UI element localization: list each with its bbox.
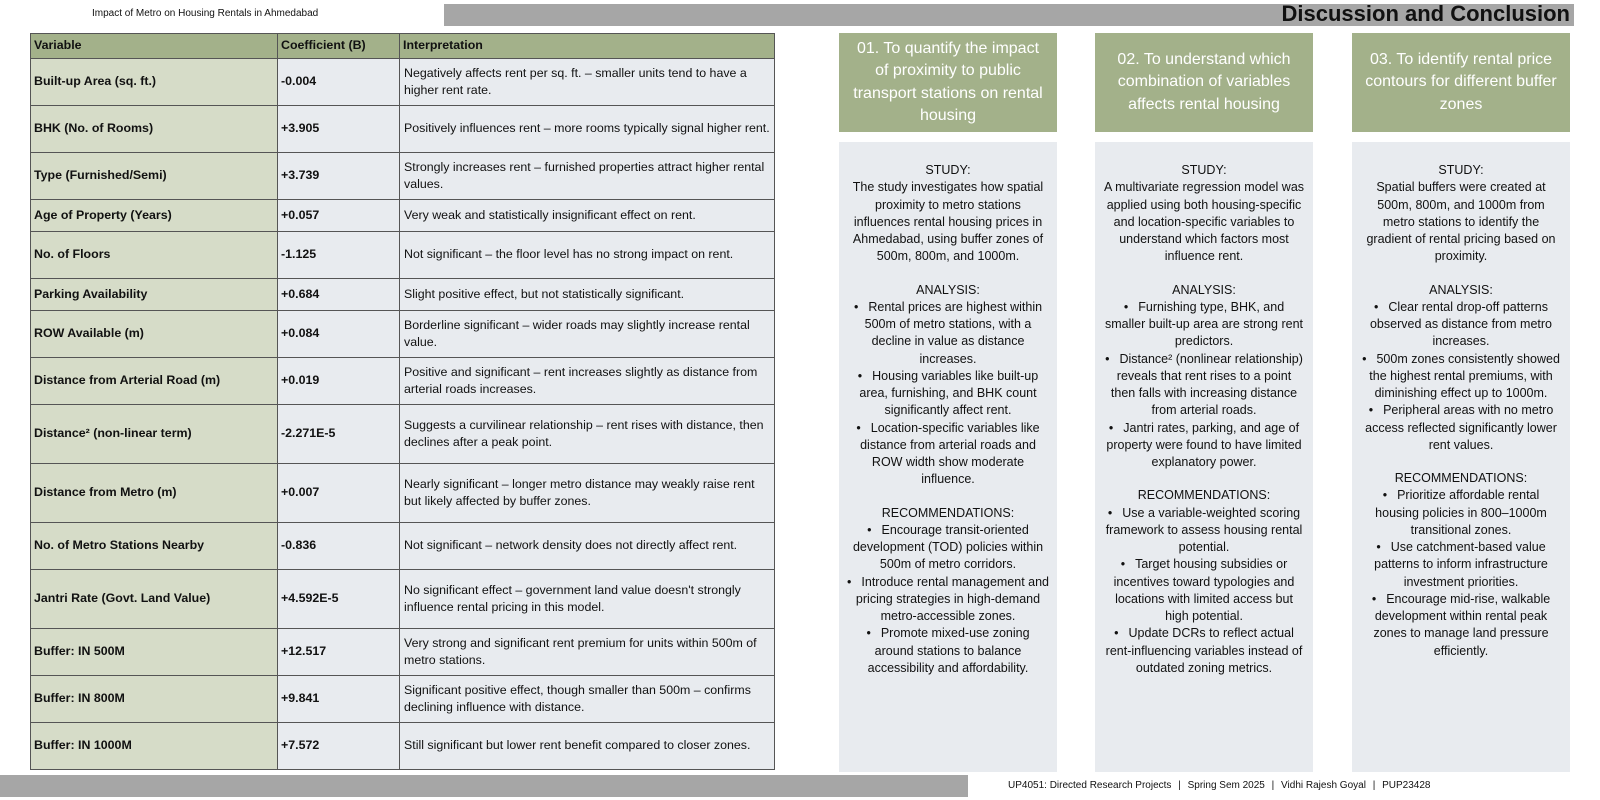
interpretation-cell: Suggests a curvilinear relationship – rent rises with distance, then declines after a peak point.	[400, 405, 775, 464]
study-section	[1360, 162, 1562, 266]
variable-cell: Buffer: IN 800M	[31, 676, 278, 723]
poster-subtitle: Impact of Metro on Housing Rentals in Ahmedabad	[92, 8, 319, 19]
study-text: A multivariate regression model was applied using both housing-specific and location-specific variables to understand which factors most influence rent.	[1103, 180, 1305, 264]
page-title: Discussion and Conclusion	[1281, 1, 1570, 26]
table-row	[31, 676, 775, 723]
coefficient-cell: +0.019	[278, 358, 400, 405]
table-row	[31, 358, 775, 405]
table-row	[31, 570, 775, 629]
objective-3-body	[1352, 142, 1570, 772]
table-row	[31, 153, 775, 200]
coefficient-cell: +4.592E-5	[278, 570, 400, 629]
list-item: • Rental prices are highest within 500m of metro stations, with a decline in value as distance increases.	[847, 299, 1049, 368]
objective-1-body	[839, 142, 1057, 772]
variable-cell: No. of Metro Stations Nearby	[31, 523, 278, 570]
coefficient-cell: +3.905	[278, 106, 400, 153]
variable-cell: Type (Furnished/Semi)	[31, 153, 278, 200]
list-item: • Clear rental drop-off patterns observed as distance from metro increases.	[1360, 299, 1562, 351]
interpretation-cell: Not significant – the floor level has no strong impact on rent.	[400, 232, 775, 279]
study-label: STUDY:	[1181, 163, 1227, 177]
table-row	[31, 59, 775, 106]
coefficient-cell: +12.517	[278, 629, 400, 676]
variable-cell: Built-up Area (sq. ft.)	[31, 59, 278, 106]
list-item: • Use catchment-based value patterns to inform infrastructure investment priorities.	[1360, 539, 1562, 591]
coefficient-cell: +3.739	[278, 153, 400, 200]
footer-bar	[0, 775, 968, 797]
footer-separator: |	[1271, 780, 1275, 791]
variable-cell: Distance from Arterial Road (m)	[31, 358, 278, 405]
recommendations-label: RECOMMENDATIONS:	[1137, 488, 1271, 503]
list-item: • Promote mixed-use zoning around stations to balance accessibility and affordability.	[847, 625, 1049, 677]
table-row	[31, 523, 775, 570]
interpretation-cell: Still significant but lower rent benefit compared to closer zones.	[400, 723, 775, 770]
list-item: • 500m zones consistently showed the highest rental premiums, with diminishing effect up to 1000m.	[1360, 351, 1562, 403]
variable-cell: BHK (No. of Rooms)	[31, 106, 278, 153]
list-item: • Target housing subsidies or incentives toward typologies and locations with limited access but high potential.	[1103, 556, 1305, 625]
recommendations-label: RECOMMENDATIONS:	[881, 505, 1015, 520]
footer-separator: |	[1372, 780, 1376, 791]
list-item: • Encourage mid-rise, walkable development within rental peak zones to manage land pressure efficiently.	[1360, 591, 1562, 660]
interpretation-cell: Slight positive effect, but not statistically significant.	[400, 279, 775, 311]
objective-2-body	[1095, 142, 1313, 772]
variable-cell: Distance from Metro (m)	[31, 464, 278, 523]
coefficient-cell: +9.841	[278, 676, 400, 723]
analysis-label: ANALYSIS:	[1429, 282, 1493, 297]
table-row	[31, 106, 775, 153]
interpretation-cell: Significant positive effect, though smaller than 500m – confirms declining influence with distance.	[400, 676, 775, 723]
objective-3-title: 03. To identify rental price contours for different buffer zones	[1352, 33, 1570, 132]
footer-separator: |	[1178, 780, 1181, 791]
table-row	[31, 200, 775, 232]
list-item: • Peripheral areas with no metro access reflected significantly lower rent values.	[1360, 402, 1562, 454]
footer-course: UP4051: Directed Research Projects	[1008, 780, 1172, 791]
coefficient-cell: -2.271E-5	[278, 405, 400, 464]
list-item: • Jantri rates, parking, and age of property were found to have limited explanatory power.	[1103, 420, 1305, 472]
interpretation-cell: Negatively affects rent per sq. ft. – smaller units tend to have a higher rent rate.	[400, 59, 775, 106]
list-item: • Housing variables like built-up area, furnishing, and BHK count significantly affect rent.	[847, 368, 1049, 420]
footer-semester: Spring Sem 2025	[1187, 780, 1265, 791]
recommendations-list	[847, 522, 1049, 677]
interpretation-cell: Nearly significant – longer metro distance may weakly raise rent but likely affected by buffer zones.	[400, 464, 775, 523]
regression-table	[30, 33, 775, 770]
table-row	[31, 405, 775, 464]
coefficient-cell: +0.084	[278, 311, 400, 358]
footer	[1008, 780, 1434, 791]
interpretation-cell: Positive and significant – rent increases slightly as distance from arterial roads increases.	[400, 358, 775, 405]
header-variable: Variable	[31, 34, 278, 59]
analysis-list	[847, 299, 1049, 489]
variable-cell: Buffer: IN 1000M	[31, 723, 278, 770]
analysis-section	[847, 282, 1049, 489]
variable-cell: Jantri Rate (Govt. Land Value)	[31, 570, 278, 629]
list-item: • Prioritize affordable rental housing policies in 800–1000m transitional zones.	[1360, 487, 1562, 539]
list-item: • Encourage transit-oriented development (TOD) policies within 500m of metro corridors.	[847, 522, 1049, 574]
objective-2-title: 02. To understand which combination of variables affects rental housing	[1095, 33, 1313, 132]
coefficient-cell: -0.004	[278, 59, 400, 106]
list-item: • Introduce rental management and pricing strategies in high-demand metro-accessible zones.	[847, 574, 1049, 626]
study-text: Spatial buffers were created at 500m, 800m, and 1000m from metro stations to identify the gradient of rental pricing based on proximity.	[1366, 180, 1556, 264]
analysis-section	[1103, 282, 1305, 472]
table-row	[31, 279, 775, 311]
header-coefficient: Coefficient (B)	[278, 34, 400, 59]
table-row	[31, 232, 775, 279]
list-item: • Furnishing type, BHK, and smaller built-up area are strong rent predictors.	[1103, 299, 1305, 351]
recommendations-list	[1103, 505, 1305, 678]
analysis-list	[1103, 299, 1305, 472]
header-interpretation: Interpretation	[400, 34, 775, 59]
interpretation-cell: Very weak and statistically insignificant effect on rent.	[400, 200, 775, 232]
analysis-list	[1360, 299, 1562, 454]
table-row	[31, 629, 775, 676]
footer-author: Vidhi Rajesh Goyal	[1281, 780, 1366, 791]
coefficient-cell: +0.057	[278, 200, 400, 232]
coefficient-cell: -1.125	[278, 232, 400, 279]
variable-cell: Age of Property (Years)	[31, 200, 278, 232]
recommendations-section	[1103, 487, 1305, 677]
interpretation-cell: Strongly increases rent – furnished properties attract higher rental values.	[400, 153, 775, 200]
coefficient-cell: +7.572	[278, 723, 400, 770]
interpretation-cell: Very strong and significant rent premium for units within 500m of metro stations.	[400, 629, 775, 676]
list-item: • Update DCRs to reflect actual rent-influencing variables instead of outdated zoning metrics.	[1103, 625, 1305, 677]
list-item: • Distance² (nonlinear relationship) reveals that rent rises to a point then falls with increasing distance from arterial roads.	[1103, 351, 1305, 420]
coefficient-cell: +0.684	[278, 279, 400, 311]
list-item: • Location-specific variables like distance from arterial roads and ROW width show moderate influence.	[847, 420, 1049, 489]
analysis-label: ANALYSIS:	[1172, 282, 1236, 297]
footer-id: PUP23428	[1382, 780, 1431, 791]
table-row	[31, 723, 775, 770]
variable-cell: Parking Availability	[31, 279, 278, 311]
objective-1-title: 01. To quantify the impact of proximity to public transport stations on rental housing	[839, 33, 1057, 132]
analysis-label: ANALYSIS:	[916, 282, 980, 297]
table-row	[31, 311, 775, 358]
table-row	[31, 464, 775, 523]
interpretation-cell: No significant effect – government land value doesn't strongly influence rental pricing in this model.	[400, 570, 775, 629]
study-label: STUDY:	[925, 163, 971, 177]
coefficient-cell: -0.836	[278, 523, 400, 570]
recommendations-label: RECOMMENDATIONS:	[1394, 471, 1528, 485]
table-header-row	[31, 34, 775, 59]
coefficient-cell: +0.007	[278, 464, 400, 523]
list-item: • Use a variable-weighted scoring framework to assess housing rental potential.	[1103, 505, 1305, 557]
recommendations-section	[847, 505, 1049, 678]
variable-cell: Buffer: IN 500M	[31, 629, 278, 676]
study-label: STUDY:	[1438, 163, 1484, 177]
interpretation-cell: Positively influences rent – more rooms typically signal higher rent.	[400, 106, 775, 153]
variable-cell: Distance² (non-linear term)	[31, 405, 278, 464]
interpretation-cell: Borderline significant – wider roads may slightly increase rental value.	[400, 311, 775, 358]
variable-cell: No. of Floors	[31, 232, 278, 279]
study-section	[1103, 162, 1305, 266]
study-text: The study investigates how spatial proximity to metro stations influences rental housing prices in Ahmedabad, using buffer zones of 500m, 800m, and 1000m.	[852, 180, 1044, 264]
interpretation-cell: Not significant – network density does not directly affect rent.	[400, 523, 775, 570]
variable-cell: ROW Available (m)	[31, 311, 278, 358]
recommendations-list	[1360, 487, 1562, 660]
analysis-section	[1360, 282, 1562, 455]
study-section	[847, 162, 1049, 266]
recommendations-section	[1360, 470, 1562, 660]
